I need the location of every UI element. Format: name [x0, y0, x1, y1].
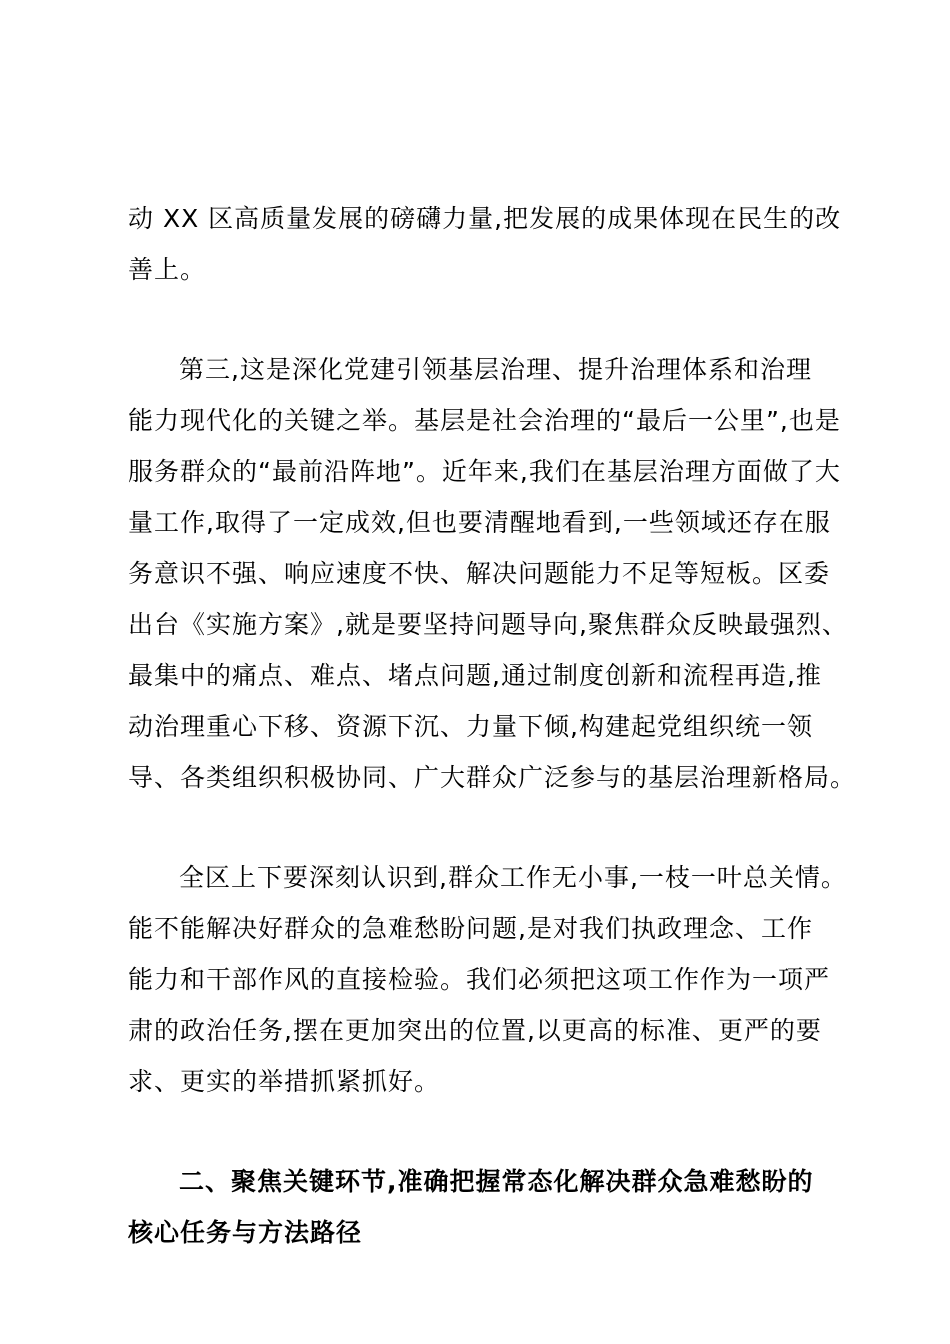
text-line: 服务群众的“最前沿阵地”。近年来,我们在基层治理方面做了大 — [128, 457, 841, 486]
text-line: 能力和干部作风的直接检验。我们必须把这项工作作为一项严 — [128, 965, 831, 994]
section-heading-two — [128, 1156, 838, 1258]
text-line: 出台《实施方案》,就是要坚持问题导向,聚焦群众反映最强烈、 — [128, 610, 848, 639]
text-line: 能力现代化的关键之举。基层是社会治理的“最后一公里”,也是 — [128, 406, 841, 435]
paragraph-gap — [128, 1107, 838, 1156]
text-line: 求、更实的举措抓紧抓好。 — [128, 1067, 441, 1096]
text-line: 量工作,取得了一定成效,但也要清醒地看到,一些领域还存在服 — [128, 508, 831, 537]
paragraph-gap — [128, 803, 838, 852]
text-line: 善上。 — [128, 255, 207, 284]
paragraph-whole-district — [128, 852, 847, 1107]
text-line: 导、各类组织积极协同、广大群众广泛参与的基层治理新格局。 — [128, 763, 857, 792]
text-line: 肃的政治任务,摆在更加突出的位置,以更高的标准、更严的要 — [128, 1016, 822, 1045]
paragraph-third-point — [128, 344, 857, 803]
text-line: 务意识不强、响应速度不快、解决问题能力不足等短板。区委 — [128, 559, 831, 588]
heading-line: 二、聚焦关键环节,准确把握常态化解决群众急难愁盼的 — [179, 1167, 814, 1196]
document-body — [128, 193, 857, 1258]
paragraph-gap — [128, 295, 838, 344]
text-line: 能不能解决好群众的急难愁盼问题,是对我们执政理念、工作 — [128, 914, 813, 943]
text-line: 动治理重心下移、资源下沉、力量下倾,构建起党组织统一领 — [128, 712, 813, 741]
heading-line: 核心任务与方法路径 — [128, 1218, 363, 1247]
text-line: 最集中的痛点、难点、堵点问题,通过制度创新和流程再造,推 — [128, 661, 822, 690]
paragraph-continuation — [128, 193, 842, 295]
text-line: 第三,这是深化党建引领基层治理、提升治理体系和治理 — [179, 355, 812, 384]
text-line: 全区上下要深刻认识到,群众工作无小事,一枝一叶总关情。 — [179, 863, 847, 892]
text-line: 动 XX 区高质量发展的磅礴力量,把发展的成果体现在民生的改 — [128, 204, 842, 233]
